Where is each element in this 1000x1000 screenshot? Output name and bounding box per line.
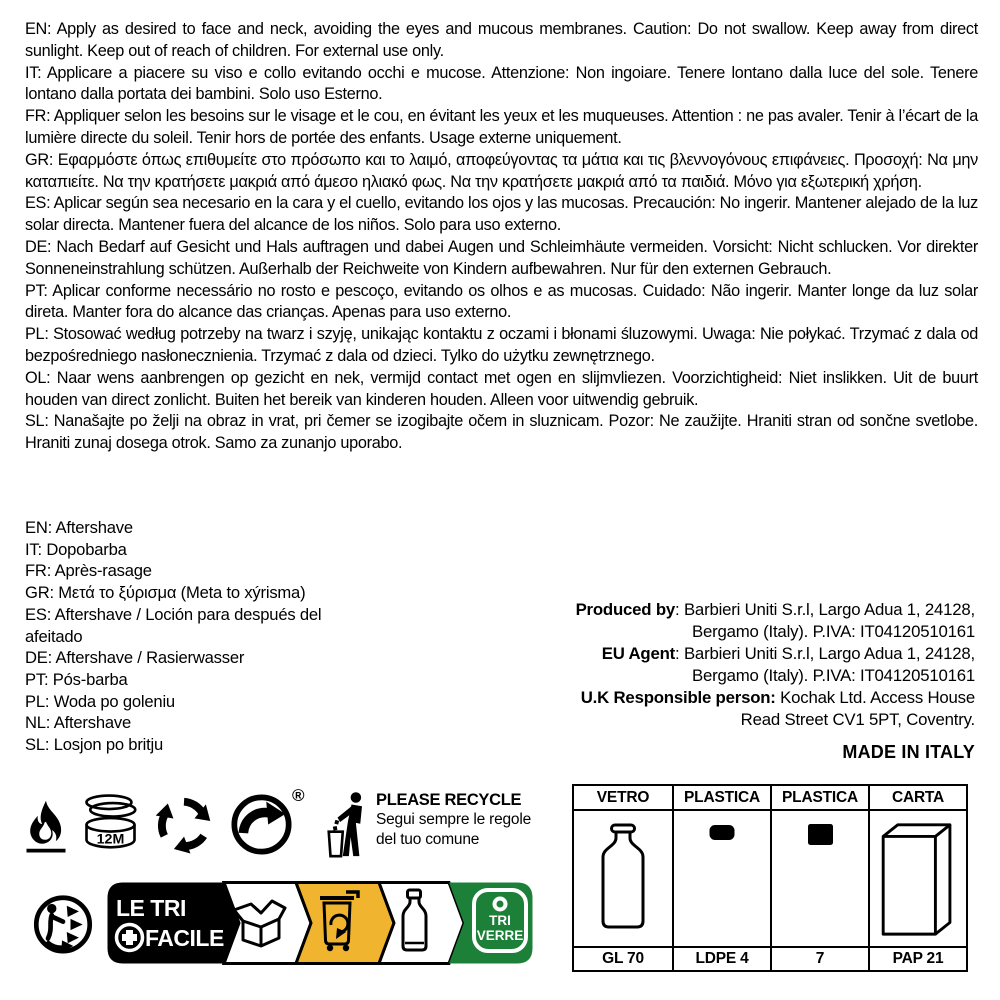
warning-de: DE: Nach Bedarf auf Gesicht und Hals auftragen und dabei Augen und Schleimhäute vermeiden. Vorsicht: Nicht schlucken. Vor direkter Sonneneinstrahlung schützen. Außerhalb der Reichweite von Kindern aufbewahren. Nur für den externen Gebrauch. xyxy=(25,237,978,278)
svg-text:TRI: TRI xyxy=(489,913,511,928)
recycle-note-title: PLEASE RECYCLE xyxy=(376,791,522,809)
green-dot-icon xyxy=(231,791,292,858)
product-name-it: IT: Dopobarba xyxy=(25,539,127,559)
product-name-es: ES: Aftershave / Loción para después del afeitado xyxy=(25,604,322,646)
segment-bin xyxy=(296,883,394,964)
warning-gr: GR: Εφαρμόστε όπως επιθυμείτε στο πρόσωπο και το λαιμό, αποφεύγοντας τα μάτια και τις βλεννογόνους επιφάνειες. Προσοχή: Να μην καταπιείτε. Να την κρατήσετε μακριά από άμεσο ηλιακό φως. Να την κρατήσετε μακριά από τα παιδιά. Μόνο για εξωτερική χρήση. xyxy=(25,150,978,191)
material-code: 7 xyxy=(770,948,868,970)
producer-line: Bergamo (Italy). P.IVA: IT04120510161 xyxy=(691,666,975,685)
svg-text:VERRE: VERRE xyxy=(476,928,524,943)
product-name-de: DE: Aftershave / Rasierwasser xyxy=(25,648,245,668)
banner-line2: FACILE xyxy=(145,925,224,951)
plastic-piece-icon xyxy=(770,811,868,948)
producer-line: Produced by: Barbieri Uniti S.r.l, Largo Adua 1, 24128, xyxy=(575,600,975,619)
warning-nl: OL: Naar wens aanbrengen op gezicht en nek, vermijd contact met ogen en slijmvliezen. Voorzichtigheid: Niet inslikken. Uit de buurt houden van direct zonlicht. Buiten het bereik van kinderen houden. Alleen voor uitwendig gebruik. xyxy=(25,368,978,409)
recycle-note-line: del tuo comune xyxy=(376,830,480,848)
producer-line: U.K Responsible person: Kochak Ltd. Access House xyxy=(580,688,975,707)
warning-pt: PT: Aplicar conforme necessário no rosto e pescoço, evitando os olhos e as mucosas. Cuidado: Não ingerir. Manter longe da luz solar direta. Manter fora do alcance das crianças. Apenas para uso externo. xyxy=(25,281,978,322)
material-header: PLASTICA xyxy=(770,786,868,811)
warning-es: ES: Aplicar según sea necesario en la cara y el cuello, evitando los ojos y las mucosas. Precaución: No ingerir. Mantener alejado de la luz solar directa. Mantener fuera del alcance de los niños. Solo para uso externo. xyxy=(25,194,978,235)
product-name-gr: GR: Μετά το ξύρισμα (Meta to xýrisma) xyxy=(25,583,306,603)
warning-en: EN: Apply as desired to face and neck, avoiding the eyes and mucous membranes. Caution: Do not swallow. Keep away from direct sunlight. Keep out of reach of children. For external use only. xyxy=(25,20,978,60)
made-in-italy: MADE IN ITALY xyxy=(842,742,975,762)
producer-block xyxy=(545,599,975,763)
materials-table xyxy=(572,784,968,972)
warning-pl: PL: Stosować według potrzeby na twarz i szyję, unikając kontaktu z oczami i błonami śluzowymi. Uwaga: Nie połykać. Trzymać z dala od bezpośredniego nasłonecznienia. Trzymać z dala od dzieci. Tylko do użytku zewnętrznego. xyxy=(25,325,978,365)
producer-line: EU Agent: Barbieri Uniti S.r.l, Largo Adua 1, 24128, xyxy=(601,644,975,663)
le-tri-facile-banner xyxy=(106,881,534,965)
jar-period-label: 12M xyxy=(96,831,125,848)
material-code: PAP 21 xyxy=(868,948,966,970)
warning-it: IT: Applicare a piacere su viso e collo evitando occhi e mucose. Attenzione: Non ingoiare. Tenere lontano dalla luce del sole. Tenere lontano dalla portata dei bambini. Solo uso Esterno. xyxy=(25,63,978,104)
material-code: GL 70 xyxy=(602,950,644,967)
carton-box-icon xyxy=(868,811,966,948)
material-code: LDPE 4 xyxy=(672,948,770,970)
period-after-opening-icon xyxy=(79,792,142,859)
product-names-block xyxy=(25,517,365,756)
registered-trademark-icon: ® xyxy=(292,786,305,805)
product-name-fr: FR: Après-rasage xyxy=(25,561,152,581)
producer-line: Read Street CV1 5PT, Coventry. xyxy=(740,710,975,729)
material-header: PLASTICA xyxy=(672,786,770,811)
tidyman-icon xyxy=(327,788,369,863)
flammable-icon xyxy=(25,789,67,865)
warning-fr: FR: Appliquer selon les besoins sur le visage et le cou, en évitant les yeux et les muqueuses. Attention : ne pas avaler. Tenir à l’écart de la lumière directe du soleil. Tenir hors de portée des enfants. Usage externe uniquement. xyxy=(25,107,978,147)
product-name-sl: SL: Losjon po britju xyxy=(25,735,164,755)
material-header: VETRO xyxy=(574,786,672,811)
warning-sl: SL: Nanašajte po želji na obraz in vrat, pri čemer se izogibajte očem in sluznicam. Pozor: Ne zaužijte. Hraniti stran od sončne svetlobe. Hraniti zunaj dosega otrok. Samo za zunanjo uporabo. xyxy=(25,412,978,453)
banner-line1: LE TRI xyxy=(116,895,186,921)
glass-bottle-icon xyxy=(574,811,672,948)
product-name-en: EN: Aftershave xyxy=(25,518,133,537)
product-name-pt: PT: Pós-barba xyxy=(25,669,128,689)
recycle-note xyxy=(376,791,536,849)
recycle-note-line: Segui sempre le regole xyxy=(376,811,531,828)
material-header: CARTA xyxy=(868,786,966,811)
recycle-mobius-icon xyxy=(156,792,212,857)
product-name-nl: NL: Aftershave xyxy=(25,713,132,733)
plastic-cap-icon xyxy=(672,811,770,948)
product-name-pl: PL: Woda po goleniu xyxy=(25,691,175,711)
producer-line: Bergamo (Italy). P.IVA: IT04120510161 xyxy=(691,622,975,641)
triman-icon xyxy=(33,886,93,961)
warnings-block xyxy=(25,19,978,455)
